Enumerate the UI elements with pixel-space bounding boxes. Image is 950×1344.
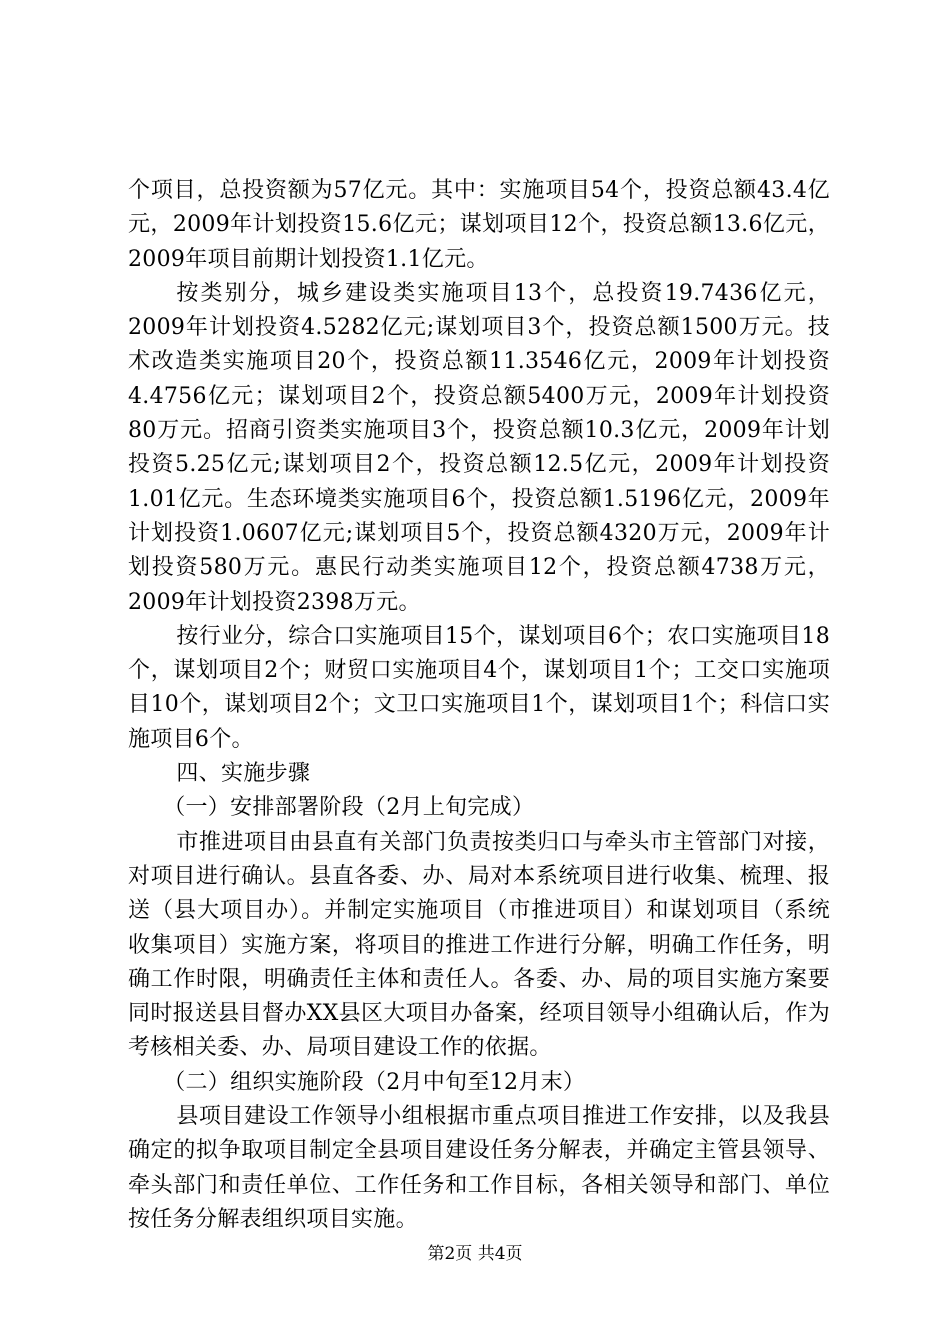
subheading-implementation-stage: （二）组织实施阶段（2月中旬至12月末） xyxy=(163,1069,586,1095)
subheading-deployment-stage: （一）安排部署阶段（2月上旬完成） xyxy=(163,795,535,821)
document-body xyxy=(128,174,830,1237)
paragraph-deployment-stage: 市推进项目由县直有关部门负责按类归口与牵头市主管部门对接，对项目进行确认。县直各委、办、局对本系统项目进行收集、梳理、报送（县大项目办）。并制定实施项目（市推进项目）和谋划项目（系统收集项目）实施方案，将项目的推进工作进行分解，明确工作任务，明确工作时限，明确责任主体和责任人。各委、办、局的项目实施方案要同时报送县目督办XX县区大项目办备案，经项目领导小组确认后，作为考核相关委、办、局项目建设工作的依据。 xyxy=(128,829,830,1061)
paragraph-investment-summary: 个项目，总投资额为57亿元。其中：实施项目54个，投资总额43.4亿元，2009年计划投资15.6亿元；谋划项目12个，投资总额13.6亿元，2009年项目前期计划投资1.1亿元。 xyxy=(128,178,830,272)
paragraph-by-category: 按类别分，城乡建设类实施项目13个，总投资19.7436亿元，2009年计划投资4.5282亿元;谋划项目3个，投资总额1500万元。技术改造类实施项目20个，投资总额11.3546亿元，2009年计划投资4.4756亿元；谋划项目2个，投资总额5400万元，2009年计划投资80万元。招商引资类实施项目3个，投资总额10.3亿元，2009年计划投资5.25亿元;谋划项目2个，投资总额12.5亿元，2009年计划投资1.01亿元。生态环境类实施项目6个，投资总额1.5196亿元，2009年计划投资1.0607亿元;谋划项目5个，投资总额4320万元，2009年计划投资580万元。惠民行动类实施项目12个，投资总额4738万元，2009年计划投资2398万元。 xyxy=(128,280,830,615)
page-footer: 第2页 共4页 xyxy=(427,1244,523,1264)
section-heading-implementation-steps: 四、实施步骤 xyxy=(176,761,311,787)
paragraph-implementation-stage: 县项目建设工作领导小组根据市重点项目推进工作安排，以及我县确定的拟争取项目制定全县项目建设任务分解表，并确定主管县领导、牵头部门和责任单位、工作任务和工作目标，各相关领导和部门、单位按任务分解表组织项目实施。 xyxy=(128,1104,830,1232)
paragraph-by-industry: 按行业分，综合口实施项目15个，谋划项目6个；农口实施项目18个，谋划项目2个；财贸口实施项目4个，谋划项目1个；工交口实施项目10个，谋划项目2个；文卫口实施项目1个，谋划项目1个；科信口实施项目6个。 xyxy=(128,623,830,752)
